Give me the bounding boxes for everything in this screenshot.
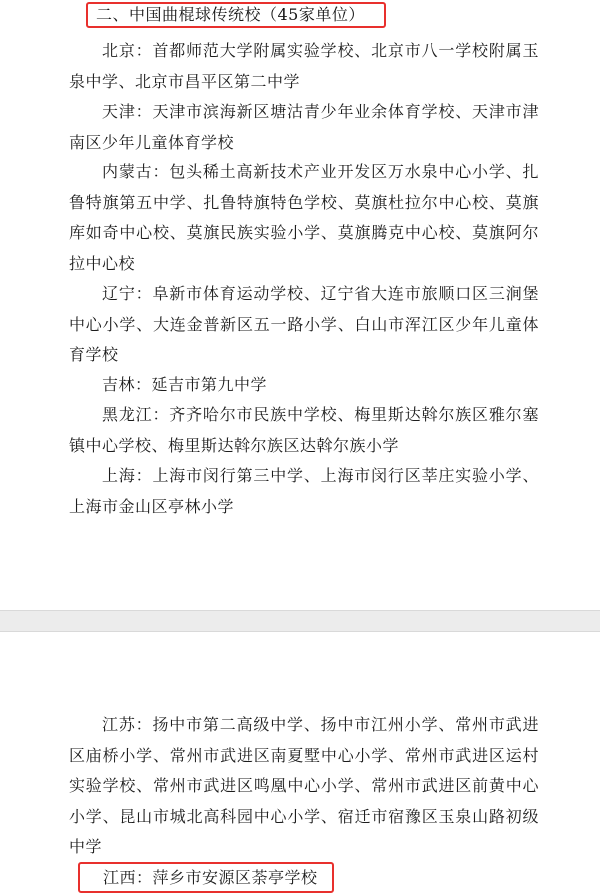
school-list: 齐齐哈尔市民族中学校、梅里斯达斡尔族区雅尔塞镇中心学校、梅里斯达斡尔族区达斡尔族小学 (69, 405, 539, 455)
region-label: 内蒙古： (102, 162, 170, 181)
region-label: 天津： (102, 102, 153, 121)
entry-liaoning (69, 279, 539, 371)
school-list: 延吉市第九中学 (151, 375, 268, 394)
region-label: 吉林： (102, 375, 152, 394)
school-list: 包头稀土高新技术产业开发区万水泉中心小学、扎鲁特旗第五中学、扎鲁特旗特色学校、莫旗杜拉尔中心校、莫旗库如奇中心校、莫旗民族实验小学、莫旗腾克中心校、莫旗阿尔拉中心校 (69, 162, 539, 273)
section-heading: 二、中国曲棍球传统校（45家单位） (96, 5, 365, 24)
school-list: 阜新市体育运动学校、辽宁省大连市旅顺口区三涧堡中心小学、大连金普新区五一路小学、白山市浑江区少年儿童体育学校 (69, 284, 539, 364)
school-list: 萍乡市安源区荼亭学校 (152, 868, 318, 887)
page-separator (0, 610, 600, 632)
entry-jilin (69, 370, 539, 401)
entry-neimenggu (69, 157, 539, 279)
entry-jiangxi (103, 867, 318, 889)
entry-heilongjiang (69, 400, 539, 461)
entry-jiangsu (69, 710, 539, 863)
region-label: 江西： (103, 868, 153, 887)
region-label: 江苏： (102, 715, 153, 734)
school-list: 扬中市第二高级中学、扬中市江州小学、常州市武进区庙桥小学、常州市武进区南夏墅中心小学、常州市武进区运村实验学校、常州市武进区鸣凰中心小学、常州市武进区前黄中心小学、昆山市城北高科园中心小学、宿迁市宿豫区玉泉山路初级中学 (69, 715, 539, 856)
entry-shanghai (69, 461, 539, 522)
entry-beijing (69, 36, 539, 97)
school-list: 天津市滨海新区塘沽青少年业余体育学校、天津市津南区少年儿童体育学校 (69, 102, 539, 152)
school-list: 上海市闵行第三中学、上海市闵行区莘庄实验小学、上海市金山区亭林小学 (69, 466, 539, 516)
region-label: 辽宁： (102, 284, 153, 303)
region-label: 黑龙江： (102, 405, 170, 424)
entry-tianjin (69, 97, 539, 158)
school-list: 首都师范大学附属实验学校、北京市八一学校附属玉泉中学、北京市昌平区第二中学 (69, 41, 539, 91)
region-label: 上海： (102, 466, 153, 485)
region-label: 北京： (102, 41, 153, 60)
